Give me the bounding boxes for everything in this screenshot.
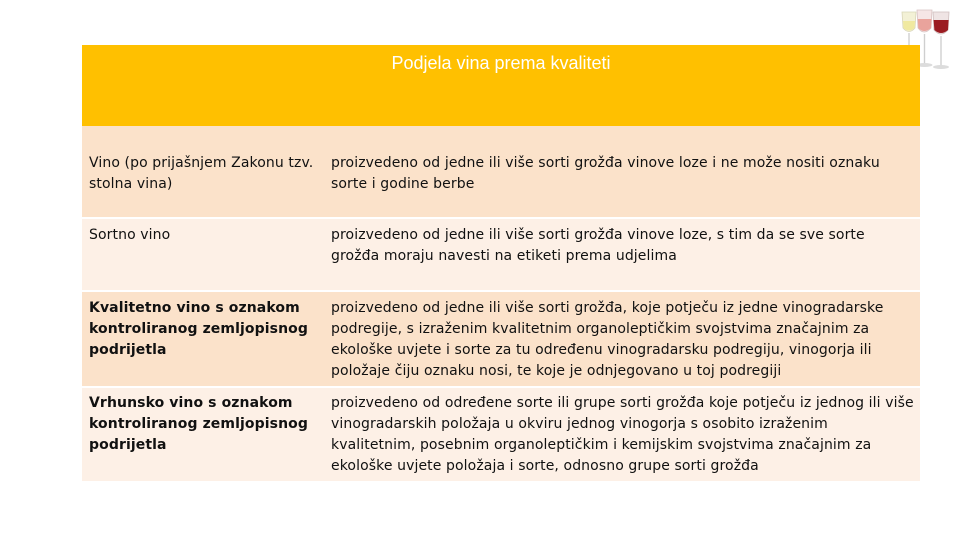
wine-quality-table [82, 45, 920, 481]
row-description: proizvedeno od jedne ili više sorti grožđa, koje potječu iz jedne vinogradarske podregije, s izraženim kvalitetnim organoleptičkim svojstvima značajnim za ekološke uvjete i sorte za tu određenu vinogradarsku podregiju, vinogorja ili položaje čiju oznaku nosi, te koje je odnjegovano u toj podregiji [325, 291, 920, 387]
table-row [82, 126, 920, 218]
row-description: proizvedeno od određene sorte ili grupe sorti grožđa koje potječu iz jednog ili više vinogradarskih položaja u okviru jednog vinogorja s osobito izraženim kvalitetnim, posebnim organoleptičkim i kemijskim svojstvima značajnim za ekološke uvjete položaja i sorte, odnosno grupe sorti grožđa [325, 387, 920, 481]
row-description: proizvedeno od jedne ili više sorti grožđa vinove loze, s tim da se sve sorte grožđa moraju navesti na etiketi prema udjelima [325, 218, 920, 291]
row-description: proizvedeno od jedne ili više sorti grožđa vinove loze i ne može nositi oznaku sorte i godine berbe [325, 126, 920, 218]
table-row [82, 387, 920, 481]
row-term: Sortno vino [82, 218, 325, 291]
table-title: Podjela vina prema kvaliteti [82, 45, 920, 126]
table-row [82, 218, 920, 291]
table-row [82, 291, 920, 387]
row-term: Kvalitetno vino s oznakom kontroliranog zemljopisnog podrijetla [82, 291, 325, 387]
row-term: Vino (po prijašnjem Zakonu tzv. stolna vina) [82, 126, 325, 218]
row-term: Vrhunsko vino s oznakom kontroliranog zemljopisnog podrijetla [82, 387, 325, 481]
